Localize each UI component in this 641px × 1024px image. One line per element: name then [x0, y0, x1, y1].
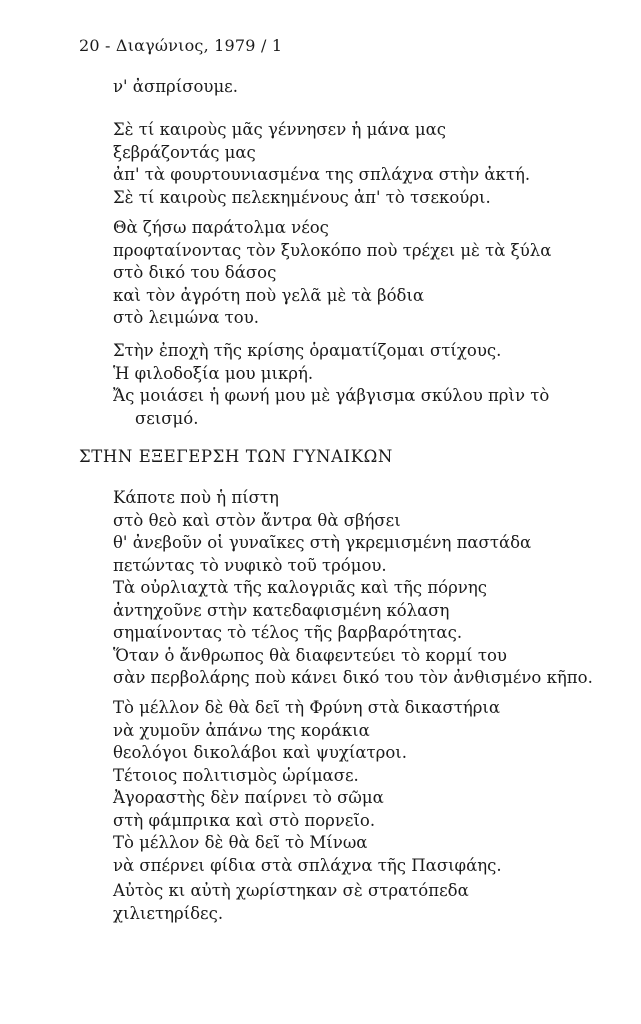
- verse-line: σημαίνοντας τὸ τέλος τῆς βαρβαρότητας.: [113, 623, 463, 642]
- stanza-poem1-3: [113, 340, 549, 430]
- verse-line: στὸ λειμώνα του.: [113, 308, 259, 327]
- verse-line: Τὸ μέλλον δὲ θὰ δεῖ τὸ Μίνωα: [113, 833, 368, 852]
- verse-line: Ὅταν ὁ ἄνθρωπος θὰ διαφεντεύει τὸ κορμί του: [113, 645, 507, 665]
- stanza-poem2-1: [113, 487, 593, 690]
- verse-line: ἀντηχοῦνε στὴν κατεδαφισμένη κόλαση: [113, 600, 450, 620]
- verse-line: Τέτοιος πολιτισμὸς ὡρίμασε.: [113, 765, 359, 785]
- verse-line: νὰ χυμοῦν ἀπάνω της κοράκια: [113, 720, 370, 740]
- verse-line: Αὐτὸς κι αὐτὴ χωρίστηκαν σὲ στρατόπεδα: [113, 881, 469, 900]
- verse-line: ν' ἀσπρίσουμε.: [113, 77, 238, 96]
- verse-line: θ' ἀνεβοῦν οἱ γυναῖκες στὴ γκρεμισμένη παστάδα: [113, 533, 532, 552]
- verse-line: στὴ φάμπρικα καὶ στὸ πορνεῖο.: [113, 810, 376, 830]
- verse-line: χιλιετηρίδες.: [113, 903, 224, 923]
- verse-line: πετώντας τὸ νυφικὸ τοῦ τρόμου.: [113, 555, 387, 575]
- verse-line: Ἀγοραστὴς δὲν παίρνει τὸ σῶμα: [113, 788, 384, 807]
- stanza-poem2-2: [113, 697, 502, 877]
- verse-line: ξεβράζοντάς μας: [113, 142, 256, 162]
- verse-line: καὶ τὸν ἀγρότη ποὺ γελᾶ μὲ τὰ βόδια: [113, 285, 425, 305]
- stanza-poem1-2: [113, 217, 551, 330]
- verse-line: Τὸ μέλλον δὲ θὰ δεῖ τὴ Φρύνη στὰ δικαστήρια: [113, 698, 501, 717]
- verse-line: Ἄς μοιάσει ἡ φωνή μου μὲ γάβγισμα σκύλου πρὶν τὸ: [113, 386, 550, 405]
- verse-line: Σὲ τί καιροὺς μᾶς γέννησεν ἡ μάνα μας: [113, 120, 446, 139]
- verse-line: ἀπ' τὰ φουρτουνιασμένα της σπλάχνα στὴν ἀκτή.: [113, 165, 531, 184]
- verse-line: Τὰ οὐρλιαχτὰ τῆς καλογριᾶς καὶ τῆς πόρνης: [113, 578, 487, 597]
- verse-line: Στὴν ἐποχὴ τῆς κρίσης ὁραματίζομαι στίχους.: [113, 341, 502, 360]
- stanza-poem1-1: [113, 119, 530, 209]
- verse-line: νὰ σπέρνει φίδια στὰ σπλάχνα τῆς Πασιφάης.: [113, 855, 502, 875]
- verse-line: στὸ θεὸ καὶ στὸν ἄντρα θὰ σβήσει: [113, 510, 401, 530]
- poem-title: ΣΤΗΝ ΕΞΕΓΕΡΣΗ ΤΩΝ ΓΥΝΑΙΚΩΝ: [79, 447, 393, 466]
- page-header: 20 - Διαγώνιος, 1979 / 1: [79, 36, 283, 55]
- verse-line: Κάποτε ποὺ ἡ πίστη: [113, 488, 279, 507]
- stanza-poem1-0: [113, 76, 238, 99]
- verse-line-continuation: σεισμό.: [135, 408, 199, 428]
- verse-line: Θὰ ζήσω παράτολμα νέος: [113, 218, 329, 237]
- verse-line: θεολόγοι δικολάβοι καὶ ψυχίατροι.: [113, 743, 407, 762]
- verse-line: Σὲ τί καιροὺς πελεκημένους ἀπ' τὸ τσεκούρι.: [113, 187, 491, 207]
- verse-line: προφταίνοντας τὸν ξυλοκόπο ποὺ τρέχει μὲ τὰ ξύλα: [113, 240, 552, 260]
- stanza-poem2-3: [113, 880, 469, 925]
- verse-line: στὸ δικό του δάσος: [113, 263, 277, 282]
- verse-line: σὰν περβολάρης ποὺ κάνει δικό του τὸν ἀνθισμένο κῆπο.: [113, 668, 593, 687]
- verse-line: Ἡ φιλοδοξία μου μικρή.: [113, 363, 314, 383]
